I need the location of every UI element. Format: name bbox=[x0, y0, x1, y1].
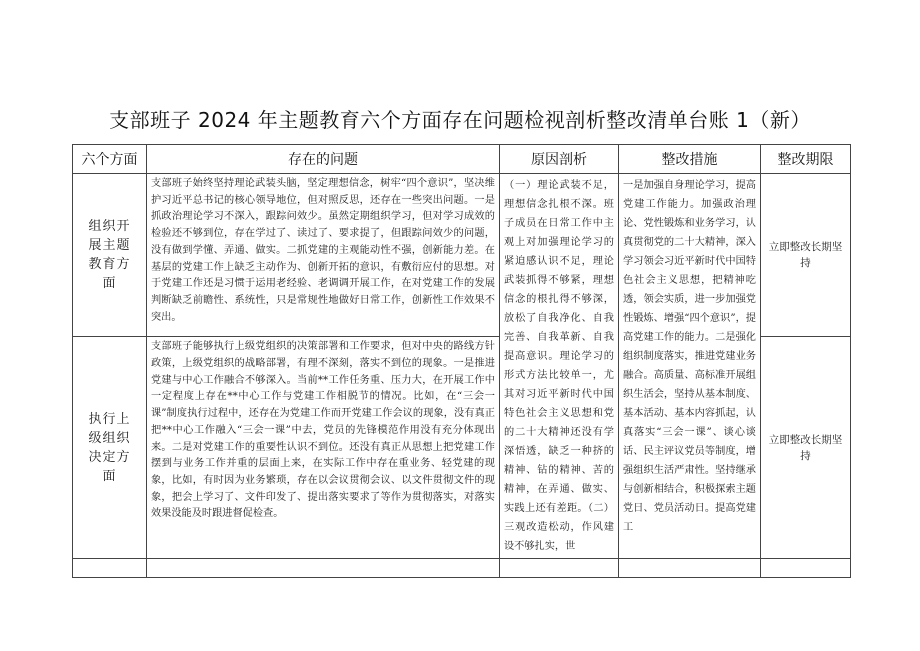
empty-cell bbox=[147, 559, 500, 578]
table-row bbox=[73, 174, 851, 337]
page-title: 支部班子 2024 年主题教育六个方面存在问题检视剖析整改清单台账 1（新） bbox=[109, 108, 811, 132]
deadline-cell: 立即整改长期坚持 bbox=[761, 174, 851, 337]
cause-cell: （一）理论武装不足，理想信念扎根不深。班子成员在日常工作中主观上对加强理论学习的紧迫感认识不足，理论武装抓得不够紧，理想信念的根扎得不够深，放松了自我净化、自我完善、自我革新、自我提高意识。理论学习的形式方法比较单一，尤其对习近平新时代中国特色社会主义思想和党的二十大精神还没有学深悟透，缺乏一种挤的精神、钻的精神、苦的精神，在弄通、做实、实践上还有差距。（二）三观改造松动，作风建设不够扎实，世 bbox=[500, 174, 619, 559]
empty-cell bbox=[73, 559, 147, 578]
empty-cell bbox=[619, 559, 761, 578]
problem-cell: 支部班子能够执行上级党组织的决策部署和工作要求，但对中央的路线方针政策，上级党组织的战略部署，有理不深刻，落实不到位的现象。一是推进党建与中心工作融合不够深入。当前**工作任务重、压力大，在开展工作中一定程度上存在**中心工作与党建工作相脱节的情况。比如，在“三会一课”制度执行过程中，还存在为党建工作而开党建工作会议的现象，没有真正把**中心工作融入“三会一课”中去，党员的先锋模范作用没有充分体现出来。二是对党建工作的重要性认识不到位。还没有真正从思想上把党建工作摆到与业务工作并重的层面上来，在实际工作中存在重业务、轻党建的现象，比如，有时因为业务繁琐，存在以会议贯彻会议、以文件贯彻文件的现象，把会上学习了、文件印发了、提出落实要求了等作为贯彻落实，对落实效果没能及时跟进督促检查。 bbox=[147, 337, 500, 559]
empty-cell bbox=[500, 559, 619, 578]
empty-cell bbox=[761, 559, 851, 578]
header-row bbox=[73, 145, 851, 174]
rectification-ledger-table bbox=[72, 144, 851, 578]
header-measure: 整改措施 bbox=[619, 145, 761, 174]
aspect-cell: 组织开展主题教育方面 bbox=[73, 174, 147, 337]
problem-cell: 支部班子始终坚持理论武装头脑，坚定理想信念，树牢“四个意识”，坚决维护习近平总书记的核心领导地位，但对照反思，还存在一些突出问题。一是抓政治理论学习不深入，跟踪问效少。虽然定期组织学习，但对学习成效的检验还不够到位，存在学过了、读过了、要求提了，但跟踪问效少的问题，没有做到学懂、弄通、做实。二抓党建的主观能动性不强，创新能力差。在基层的党建工作上缺乏主动作为、创新开拓的意识，有敷衍应付的思想。对于党建工作还是习惯于运用老经验、老调调开展工作，在对党建工作的发展判断缺乏前瞻性、系统性，只是常规性地做好日常工作，创新性工作效果不突出。 bbox=[147, 174, 500, 337]
header-deadline: 整改期限 bbox=[761, 145, 851, 174]
deadline-cell: 立即整改长期坚持 bbox=[761, 337, 851, 559]
aspect-cell: 执行上级组织决定方面 bbox=[73, 337, 147, 559]
header-problem: 存在的问题 bbox=[147, 145, 500, 174]
measure-cell: 一是加强自身理论学习，提高党建工作能力。加强政治理论、党性锻炼和业务学习，认真贯彻党的二十大精神，深入学习领会习近平新时代中国特色社会主义思想，把精神吃透，领会实质，进一步加强党性锻炼、增强“四个意识”，提高党建工作的能力。二是强化组织制度落实，推进党建业务融合。高质量、高标准开展组织生活会，坚持从基本制度、基本活动、基本内容抓起，认真落实“三会一课”、谈心谈话、民主评议党员等制度，增强组织生活严肃性。坚持继承与创新相结合，积极探索主题党日、党员活动日。提高党建工 bbox=[619, 174, 761, 559]
header-cause: 原因剖析 bbox=[500, 145, 619, 174]
table-row-empty bbox=[73, 559, 851, 578]
header-aspect: 六个方面 bbox=[73, 145, 147, 174]
